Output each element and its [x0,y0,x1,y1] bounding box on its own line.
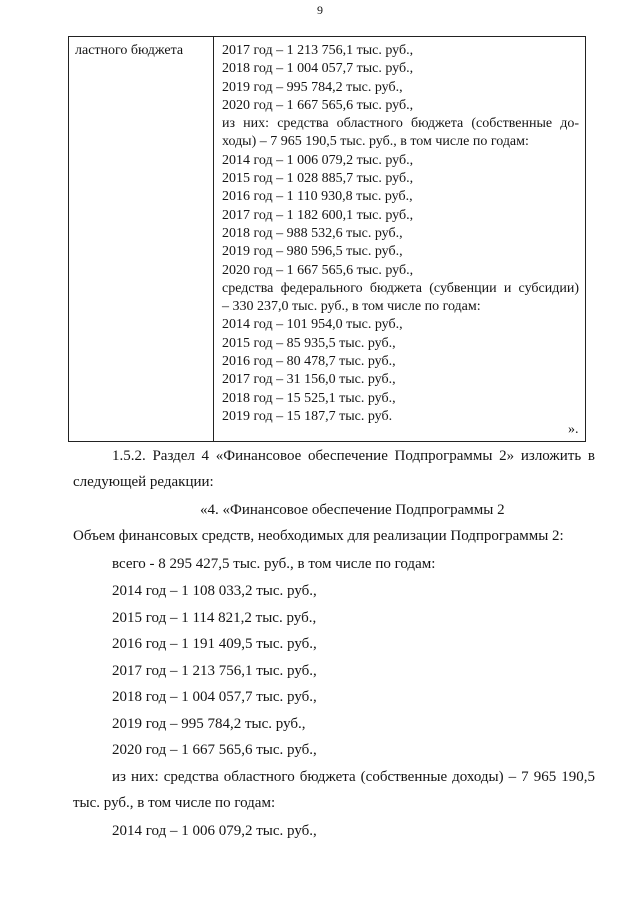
table-line: 2015 год – 1 028 885,7 тыс. руб., [222,171,414,187]
table-line: 2017 год – 1 213 756,1 тыс. руб., [222,43,414,58]
closing-quote: ». [568,422,579,437]
page-number: 9 [317,3,323,17]
volume-line: Объем финансовых средств, необходимых для реализации Подпрограммы 2: [73,528,564,544]
table-line: 2017 год – 1 182 600,1 тыс. руб., [222,207,414,223]
table-line: средства федерального бюджета (субвенции и субсидии) [222,280,579,296]
table-line: 2018 год – 15 525,1 тыс. руб., [222,390,396,406]
table-line: 2020 год – 1 667 565,6 тыс. руб., [222,262,414,278]
table-line: – 330 237,0 тыс. руб., в том числе по годам: [222,299,481,315]
year-line: 2019 год – 995 784,2 тыс. руб., [112,716,306,732]
table-line: 2017 год – 31 156,0 тыс. руб., [222,372,396,388]
amendment-paragraph: 1.5.2. Раздел 4 «Финансовое обеспечение Подпрограммы 2» изложить в [112,448,595,464]
table-line: 2014 год – 101 954,0 тыс. руб., [222,317,403,333]
table-line: 2019 год – 995 784,2 тыс. руб., [222,79,403,95]
table-line: 2016 год – 80 478,7 тыс. руб., [222,354,396,370]
amendment-paragraph-cont: следующей редакции: [73,474,214,490]
table-line: 2020 год – 1 667 565,6 тыс. руб., [222,97,414,113]
table-line: ходы) – 7 965 190,5 тыс. руб., в том числе по годам: [222,134,529,150]
year-line: 2014 год – 1 108 033,2 тыс. руб., [112,583,317,599]
table-line: 2019 год – 980 596,5 тыс. руб., [222,244,403,260]
table-line: из них: средства областного бюджета (собственные до- [222,116,579,132]
total-line: всего - 8 295 427,5 тыс. руб., в том числе по годам: [112,556,436,572]
funding-table [68,36,586,442]
table-line: 2019 год – 15 187,7 тыс. руб. [222,408,393,424]
section-heading: «4. «Финансовое обеспечение Подпрограммы 2 [200,502,505,518]
left-cell-text: ластного бюджета [75,43,184,58]
table-line: 2018 год – 988 532,6 тыс. руб., [222,225,403,241]
table-line: 2015 год – 85 935,5 тыс. руб., [222,335,396,351]
of-them-line: из них: средства областного бюджета (собственные доходы) – 7 965 190,5 [112,769,595,785]
of-them-line-cont: тыс. руб., в том числе по годам: [73,795,276,811]
table-right-cell [214,37,586,442]
year-line: 2016 год – 1 191 409,5 тыс. руб., [112,636,317,652]
table-left-cell [69,37,214,442]
year-line: 2020 год – 1 667 565,6 тыс. руб., [112,742,317,758]
year-line: 2015 год – 1 114 821,2 тыс. руб., [112,610,317,626]
year-line: 2014 год – 1 006 079,2 тыс. руб., [112,823,317,839]
table-line: 2014 год – 1 006 079,2 тыс. руб., [222,152,414,168]
year-line: 2017 год – 1 213 756,1 тыс. руб., [112,663,317,679]
table-line: 2016 год – 1 110 930,8 тыс. руб., [222,189,413,205]
table-line: 2018 год – 1 004 057,7 тыс. руб., [222,61,414,77]
year-line: 2018 год – 1 004 057,7 тыс. руб., [112,689,317,705]
table-row [69,37,586,442]
